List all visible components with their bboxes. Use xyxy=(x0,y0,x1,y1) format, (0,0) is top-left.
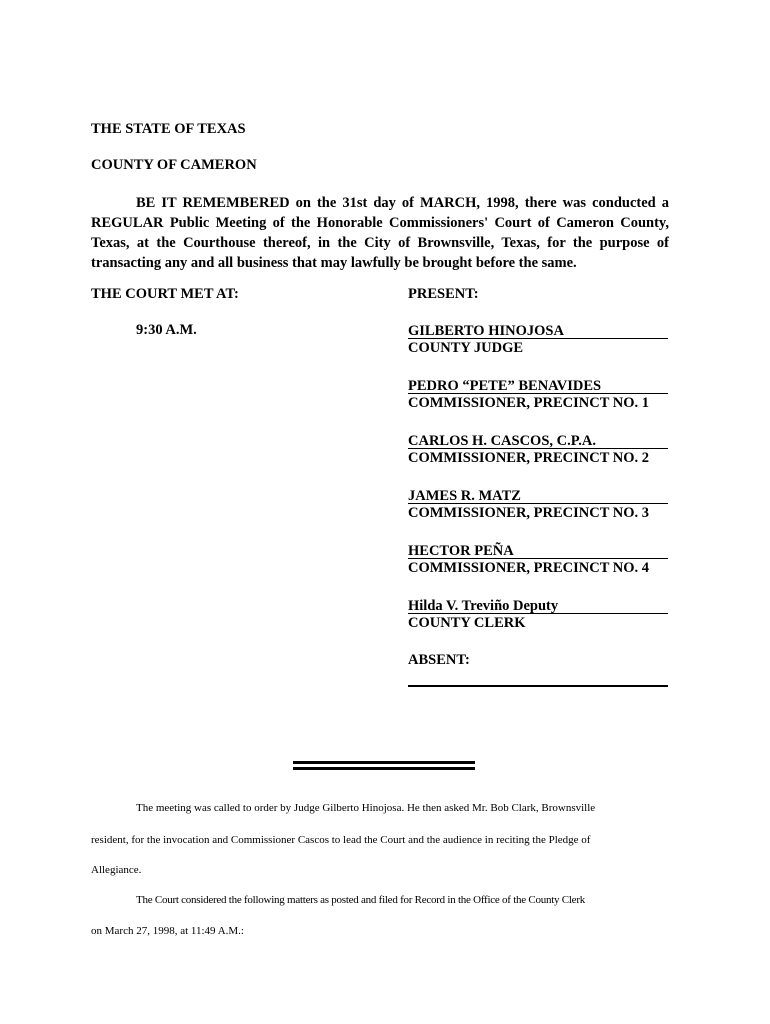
absent-label: ABSENT: xyxy=(408,652,470,668)
member-title: COMMISSIONER, PRECINCT NO. 1 xyxy=(408,395,650,411)
member-name: JAMES R. MATZ xyxy=(408,487,668,504)
member-name: CARLOS H. CASCOS, C.P.A. xyxy=(408,432,668,449)
member-entry xyxy=(408,322,668,358)
member-name: PEDRO “PETE” BENAVIDES xyxy=(408,377,668,394)
member-title: COMMISSIONER, PRECINCT NO. 4 xyxy=(408,560,650,576)
member-entry xyxy=(408,542,668,578)
member-name: HECTOR PEÑA xyxy=(408,542,668,559)
section-divider xyxy=(293,761,475,771)
member-entry xyxy=(408,597,668,633)
member-entry xyxy=(408,377,668,413)
member-title: COUNTY JUDGE xyxy=(408,340,524,356)
member-title: COMMISSIONER, PRECINCT NO. 3 xyxy=(408,505,650,521)
state-heading: THE STATE OF TEXAS xyxy=(91,121,246,137)
member-entry xyxy=(408,487,668,523)
body-text-line: Allegiance. xyxy=(91,864,142,876)
member-entry xyxy=(408,432,668,468)
absent-signature-line xyxy=(408,685,668,687)
body-text-line: resident, for the invocation and Commissioner Cascos to lead the Court and the audience in reciting the Pledge of xyxy=(91,834,591,846)
member-name: GILBERTO HINOJOSA xyxy=(408,322,668,339)
intro-paragraph: BE IT REMEMBERED on the 31st day of MARCH, 1998, there was conducted a REGULAR Public Meeting of the Honorable Commissioners' Court of Cameron County, Texas, at the Courthouse thereof, in the City of Brownsville, Texas, for the purpose of transacting any and all business that may lawfully be brought before the same. xyxy=(91,195,669,271)
county-heading: COUNTY OF CAMERON xyxy=(91,157,257,173)
meeting-time: 9:30 A.M. xyxy=(136,322,197,338)
member-title: COUNTY CLERK xyxy=(408,615,526,631)
court-met-label: THE COURT MET AT: xyxy=(91,286,239,302)
body-text-line: The meeting was called to order by Judge Gilberto Hinojosa. He then asked Mr. Bob Clark, Brownsville xyxy=(136,802,596,814)
member-name: Hilda V. Treviño Deputy xyxy=(408,597,668,614)
member-title: COMMISSIONER, PRECINCT NO. 2 xyxy=(408,450,650,466)
present-label: PRESENT: xyxy=(408,286,479,302)
body-text-line: The Court considered the following matters as posted and filed for Record in the Office of the County Clerk xyxy=(136,894,585,906)
divider-rule-bottom xyxy=(293,767,475,770)
divider-rule-top xyxy=(293,761,475,764)
body-text-line: on March 27, 1998, at 11:49 A.M.: xyxy=(91,925,244,937)
